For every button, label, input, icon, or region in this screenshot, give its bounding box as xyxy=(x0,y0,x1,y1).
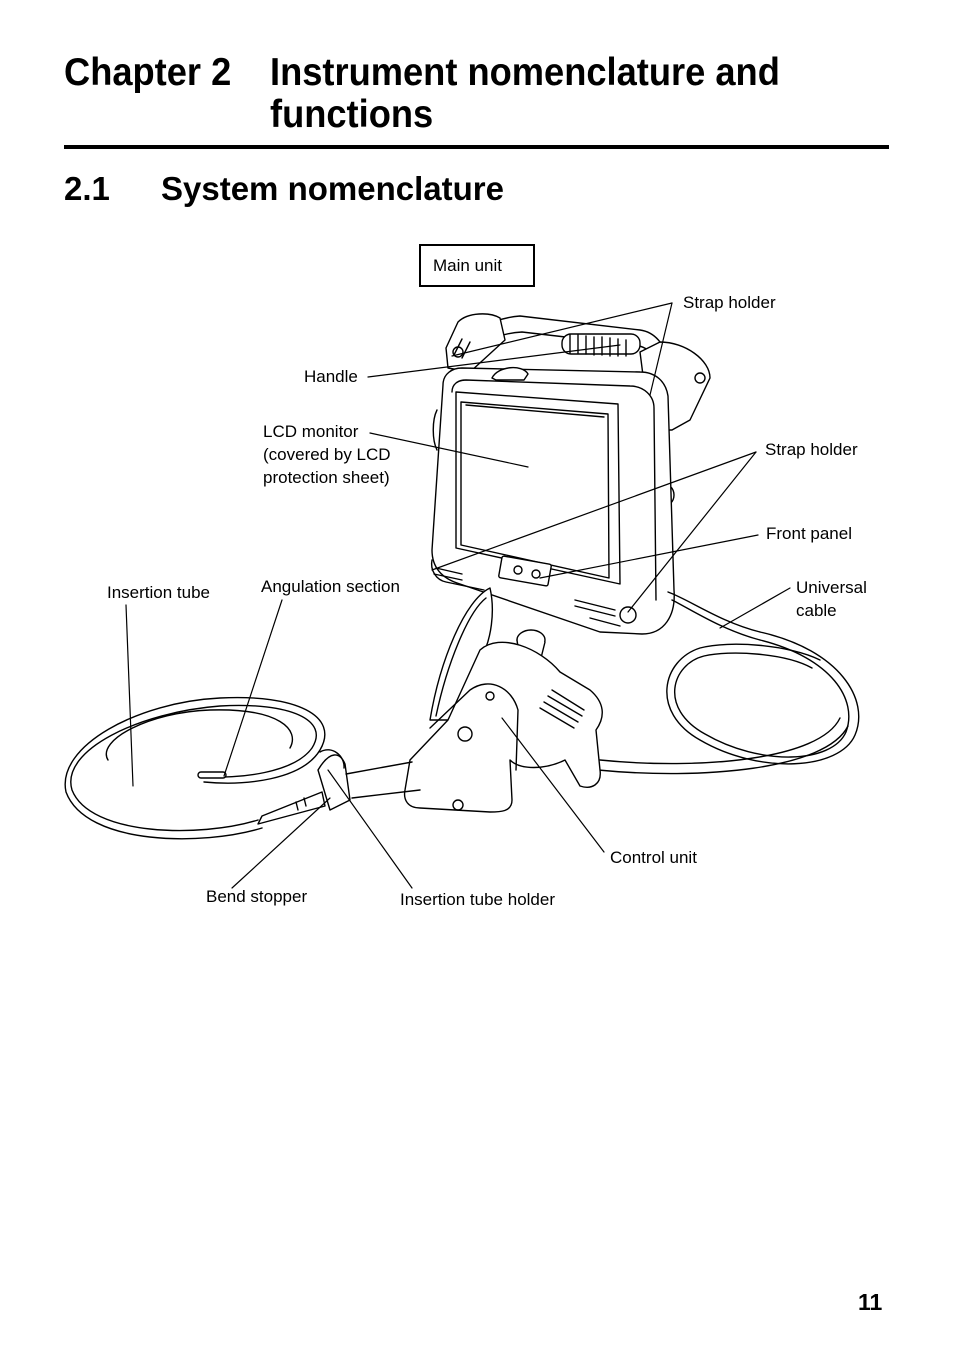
bend-stopper-label: Bend stopper xyxy=(206,887,308,906)
section-number: 2.1 xyxy=(64,170,110,207)
insertion-tube-holder-label: Insertion tube holder xyxy=(400,890,555,909)
front-panel-label: Front panel xyxy=(766,524,852,543)
strap-holder-top-label: Strap holder xyxy=(683,293,776,312)
strap-holder-right-label: Strap holder xyxy=(765,440,858,459)
universal-cable-label: Universal cable xyxy=(796,578,867,620)
page-number: 11 xyxy=(858,1289,883,1315)
universal-cable-drawing xyxy=(598,632,859,774)
angulation-section-label: Angulation section xyxy=(261,577,400,596)
chapter-title: Instrument nomenclature and functions xyxy=(270,51,780,136)
chapter-number: Chapter 2 xyxy=(64,51,232,94)
control-unit-label: Control unit xyxy=(610,848,697,867)
lcd-monitor-label: LCD monitor (covered by LCD protection sheet) xyxy=(263,422,391,487)
section-title: System nomenclature xyxy=(161,170,504,207)
control-unit-drawing xyxy=(258,588,602,824)
handle-label: Handle xyxy=(304,367,358,386)
insertion-tube-drawing xyxy=(65,698,325,839)
insertion-tube-label: Insertion tube xyxy=(107,583,211,602)
handle-grip xyxy=(562,334,640,356)
main-unit-label: Main unit xyxy=(433,256,502,275)
main-unit-box xyxy=(419,244,535,287)
